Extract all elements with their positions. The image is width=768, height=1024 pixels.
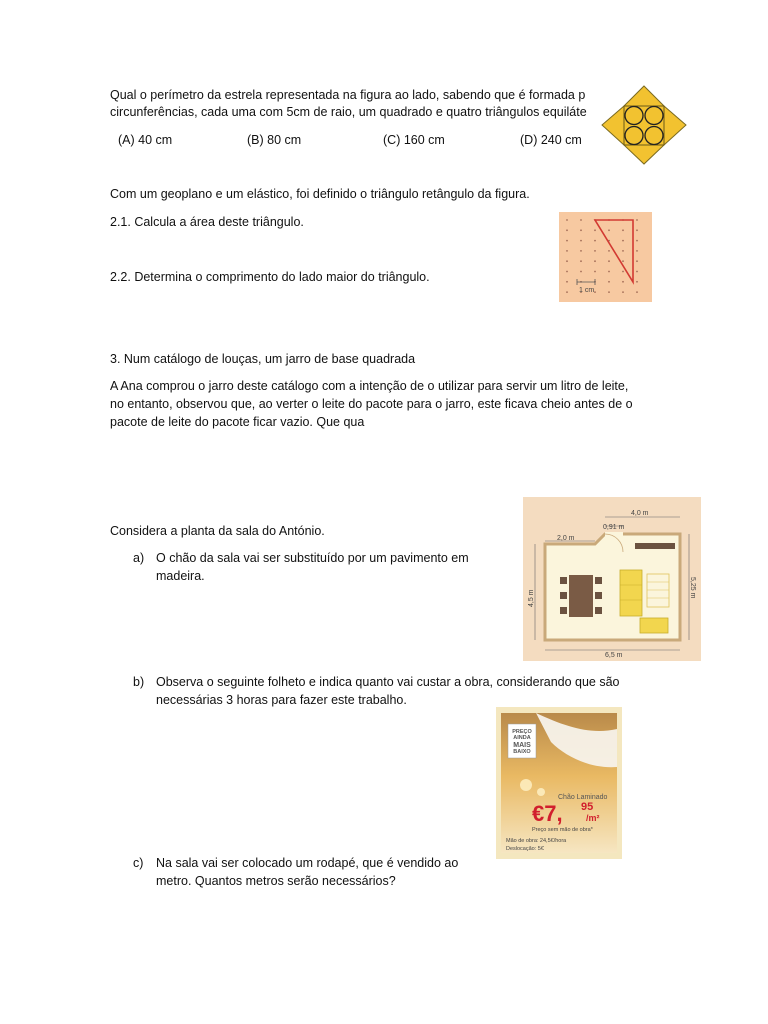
q3-line3: pacote de leite do pacote ficar vazio. Que qua	[110, 415, 365, 429]
q4-b-text: Observa o seguinte folheto e indica quanto vai custar a obra, considerando que são necessárias 3 horas para fazer este trabalho.	[156, 675, 620, 707]
geoboard-peg	[636, 271, 638, 273]
q1-option-d: (D) 240 cm	[520, 133, 582, 147]
geoboard-peg	[594, 271, 596, 273]
geoboard-peg	[608, 281, 610, 283]
geoboard-peg	[594, 250, 596, 252]
q4-b-label: b)	[133, 675, 145, 689]
flyer-badge-2: AINDA	[513, 735, 531, 741]
geoboard-figure	[559, 212, 652, 302]
geoboard-peg	[566, 271, 568, 273]
plan-dim-door: 0,91 m	[603, 524, 625, 531]
q4-c-label: c)	[133, 856, 144, 870]
flyer-note: Preço sem mão de obra*	[532, 827, 593, 833]
q3-line2: no entanto, observou que, ao verter o leite do pacote para o jarro, este ficava cheio antes de o	[110, 397, 633, 411]
flyer-travel: Deslocação: 5€	[506, 846, 544, 852]
geoboard-peg	[594, 260, 596, 262]
flyer-labour: Mão de obra: 24,5€/hora	[506, 838, 567, 844]
flyer-price-cents: 95	[581, 801, 594, 813]
geoboard-peg	[608, 291, 610, 293]
geoboard-peg	[622, 281, 624, 283]
geoboard-peg	[636, 260, 638, 262]
geoboard-scale-label: 1 cm	[579, 287, 595, 294]
geoboard-peg	[636, 229, 638, 231]
geoboard-peg	[580, 250, 582, 252]
geoboard-peg	[580, 229, 582, 231]
geoboard-peg	[594, 240, 596, 242]
flyer-badge-1: PREÇO	[512, 729, 532, 735]
q4-intro: Considera a planta da sala do António.	[110, 524, 325, 538]
geoboard-peg	[608, 271, 610, 273]
flyer-price-unit: /m²	[586, 813, 600, 823]
geoboard-peg	[580, 219, 582, 221]
geoboard-peg	[622, 291, 624, 293]
geoboard-peg	[636, 250, 638, 252]
q3-line1: A Ana comprou o jarro deste catálogo com a intenção de o utilizar para servir um litro de leite,	[110, 379, 629, 393]
q1-line2: circunferências, cada uma com 5cm de raio, um quadrado e quatro triângulos equiláte	[110, 105, 587, 119]
geoboard-peg	[566, 291, 568, 293]
q1-option-b: (B) 80 cm	[247, 133, 302, 147]
geoboard-peg	[566, 281, 568, 283]
geoboard-peg	[580, 240, 582, 242]
geoboard-peg	[636, 240, 638, 242]
q4-a-label: a)	[133, 551, 145, 565]
geoboard-peg	[594, 229, 596, 231]
geoboard-peg	[566, 240, 568, 242]
geoboard-peg	[636, 219, 638, 221]
geoboard-peg	[622, 250, 624, 252]
flyer-figure	[496, 707, 622, 859]
flyer-price-main: €7,	[532, 801, 563, 826]
geoboard-peg	[622, 229, 624, 231]
geoboard-peg	[580, 271, 582, 273]
geoboard-peg	[608, 250, 610, 252]
plan-dim-top: 4,0 m	[631, 510, 649, 517]
q2-intro: Com um geoplano e um elástico, foi definido o triângulo retângulo da figura.	[110, 187, 530, 201]
plan-dim-left-top: 2,0 m	[557, 535, 575, 542]
q1-option-c: (C) 160 cm	[383, 133, 445, 147]
q1-line1: Qual o perímetro da estrela representada na figura ao lado, sabendo que é formada p	[110, 88, 586, 102]
q1-option-a: (A) 40 cm	[118, 133, 173, 147]
geoboard-peg	[566, 219, 568, 221]
geoboard-peg	[608, 260, 610, 262]
geoboard-peg	[622, 271, 624, 273]
q2-item2: 2.2. Determina o comprimento do lado maior do triângulo.	[110, 270, 430, 284]
geoboard-peg	[636, 281, 638, 283]
flyer-badge-3: MAIS	[513, 742, 531, 749]
floor-plan-figure	[523, 497, 701, 661]
geoboard-peg	[580, 260, 582, 262]
q4-c-text: Na sala vai ser colocado um rodapé, que é vendido ao metro. Quantos metros serão necessários?	[156, 856, 459, 888]
q2-item1: 2.1. Calcula a área deste triângulo.	[110, 215, 304, 229]
geoboard-peg	[566, 250, 568, 252]
star-figure	[600, 84, 688, 166]
geoboard-peg	[566, 229, 568, 231]
plan-dim-right: 5,25 m	[689, 577, 696, 599]
plan-dim-left: 4,5 m	[528, 589, 535, 607]
geoboard-peg	[608, 229, 610, 231]
q4-a-text: O chão da sala vai ser substituído por um pavimento em madeira.	[156, 551, 469, 583]
plan-dim-bottom: 6,5 m	[605, 652, 623, 659]
geoboard-peg	[566, 260, 568, 262]
geoboard-peg	[622, 240, 624, 242]
q3-title: 3. Num catálogo de louças, um jarro de base quadrada	[110, 352, 416, 366]
geoboard-peg	[622, 260, 624, 262]
geoboard-peg	[636, 291, 638, 293]
geoboard-peg	[594, 291, 596, 293]
flyer-badge-4: BAIXO	[513, 749, 531, 755]
flyer-product: Chão Laminado	[558, 794, 608, 801]
